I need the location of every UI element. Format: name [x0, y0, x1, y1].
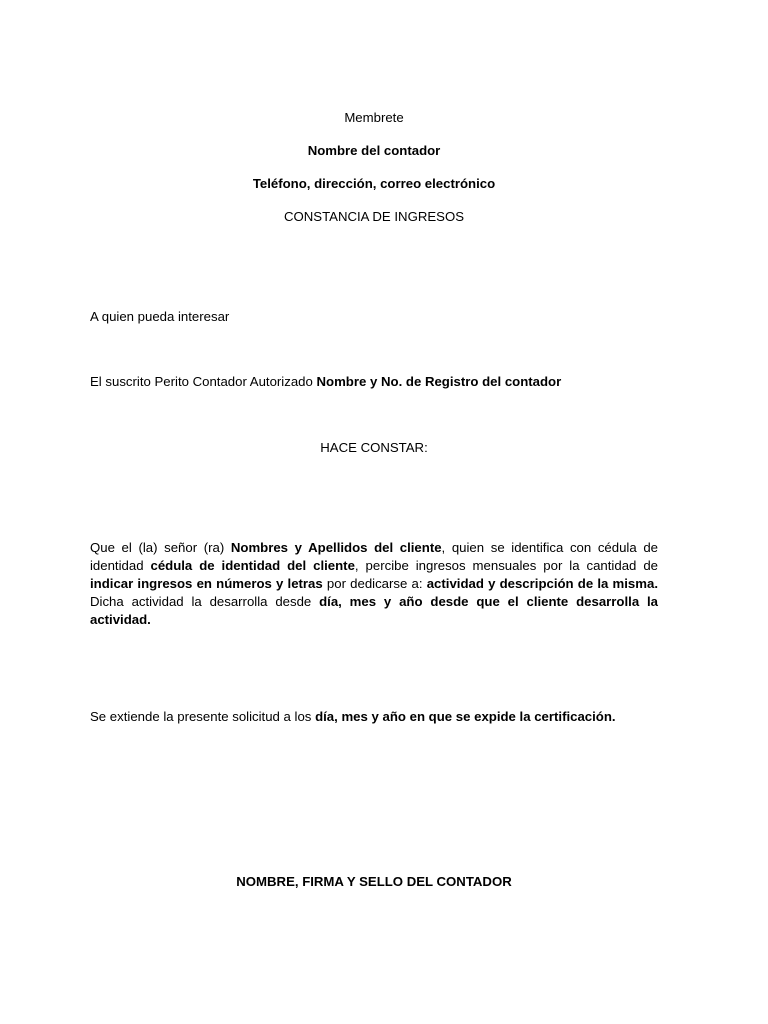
accountant-registry: Nombre y No. de Registro del contador [316, 374, 562, 389]
issue-date: día, mes y año en que se expide la certificación. [315, 709, 616, 724]
intro-paragraph [90, 373, 658, 391]
body-paragraph [90, 539, 658, 629]
body-text-4: por dedicarse a: [322, 576, 427, 591]
client-names: Nombres y Apellidos del cliente [230, 540, 442, 555]
greeting: A quien pueda interesar [90, 309, 230, 324]
accountant-name: Nombre del contador [307, 143, 441, 158]
intro-prefix: El suscrito Perito Contador Autorizado [90, 374, 317, 389]
closing-paragraph [90, 708, 658, 726]
body-text-1: Que el (la) señor (ra) [90, 540, 231, 555]
body-text-3: , percibe ingresos mensuales por la cantidad de [354, 558, 658, 573]
activity-description: actividad y descripción de la misma. [426, 576, 658, 591]
body-text-5: Dicha actividad la desarrolla desde [90, 594, 320, 609]
income-amount: indicar ingresos en números y letras [90, 576, 323, 591]
contact-info: Teléfono, dirección, correo electrónico [252, 176, 496, 191]
client-id: cédula de identidad del cliente [150, 558, 355, 573]
signature-line: NOMBRE, FIRMA Y SELLO DEL CONTADOR [236, 874, 512, 889]
closing-prefix: Se extiende la presente solicitud a los [90, 709, 316, 724]
declaration-heading: HACE CONSTAR: [320, 440, 428, 455]
body-text-2: , quien se identifica con cédula de identidad [90, 540, 658, 573]
activity-start-date: día, mes y año desde que el cliente desarrolla la actividad. [90, 594, 658, 627]
document-title: CONSTANCIA DE INGRESOS [283, 209, 464, 224]
letterhead: Membrete [344, 110, 404, 125]
